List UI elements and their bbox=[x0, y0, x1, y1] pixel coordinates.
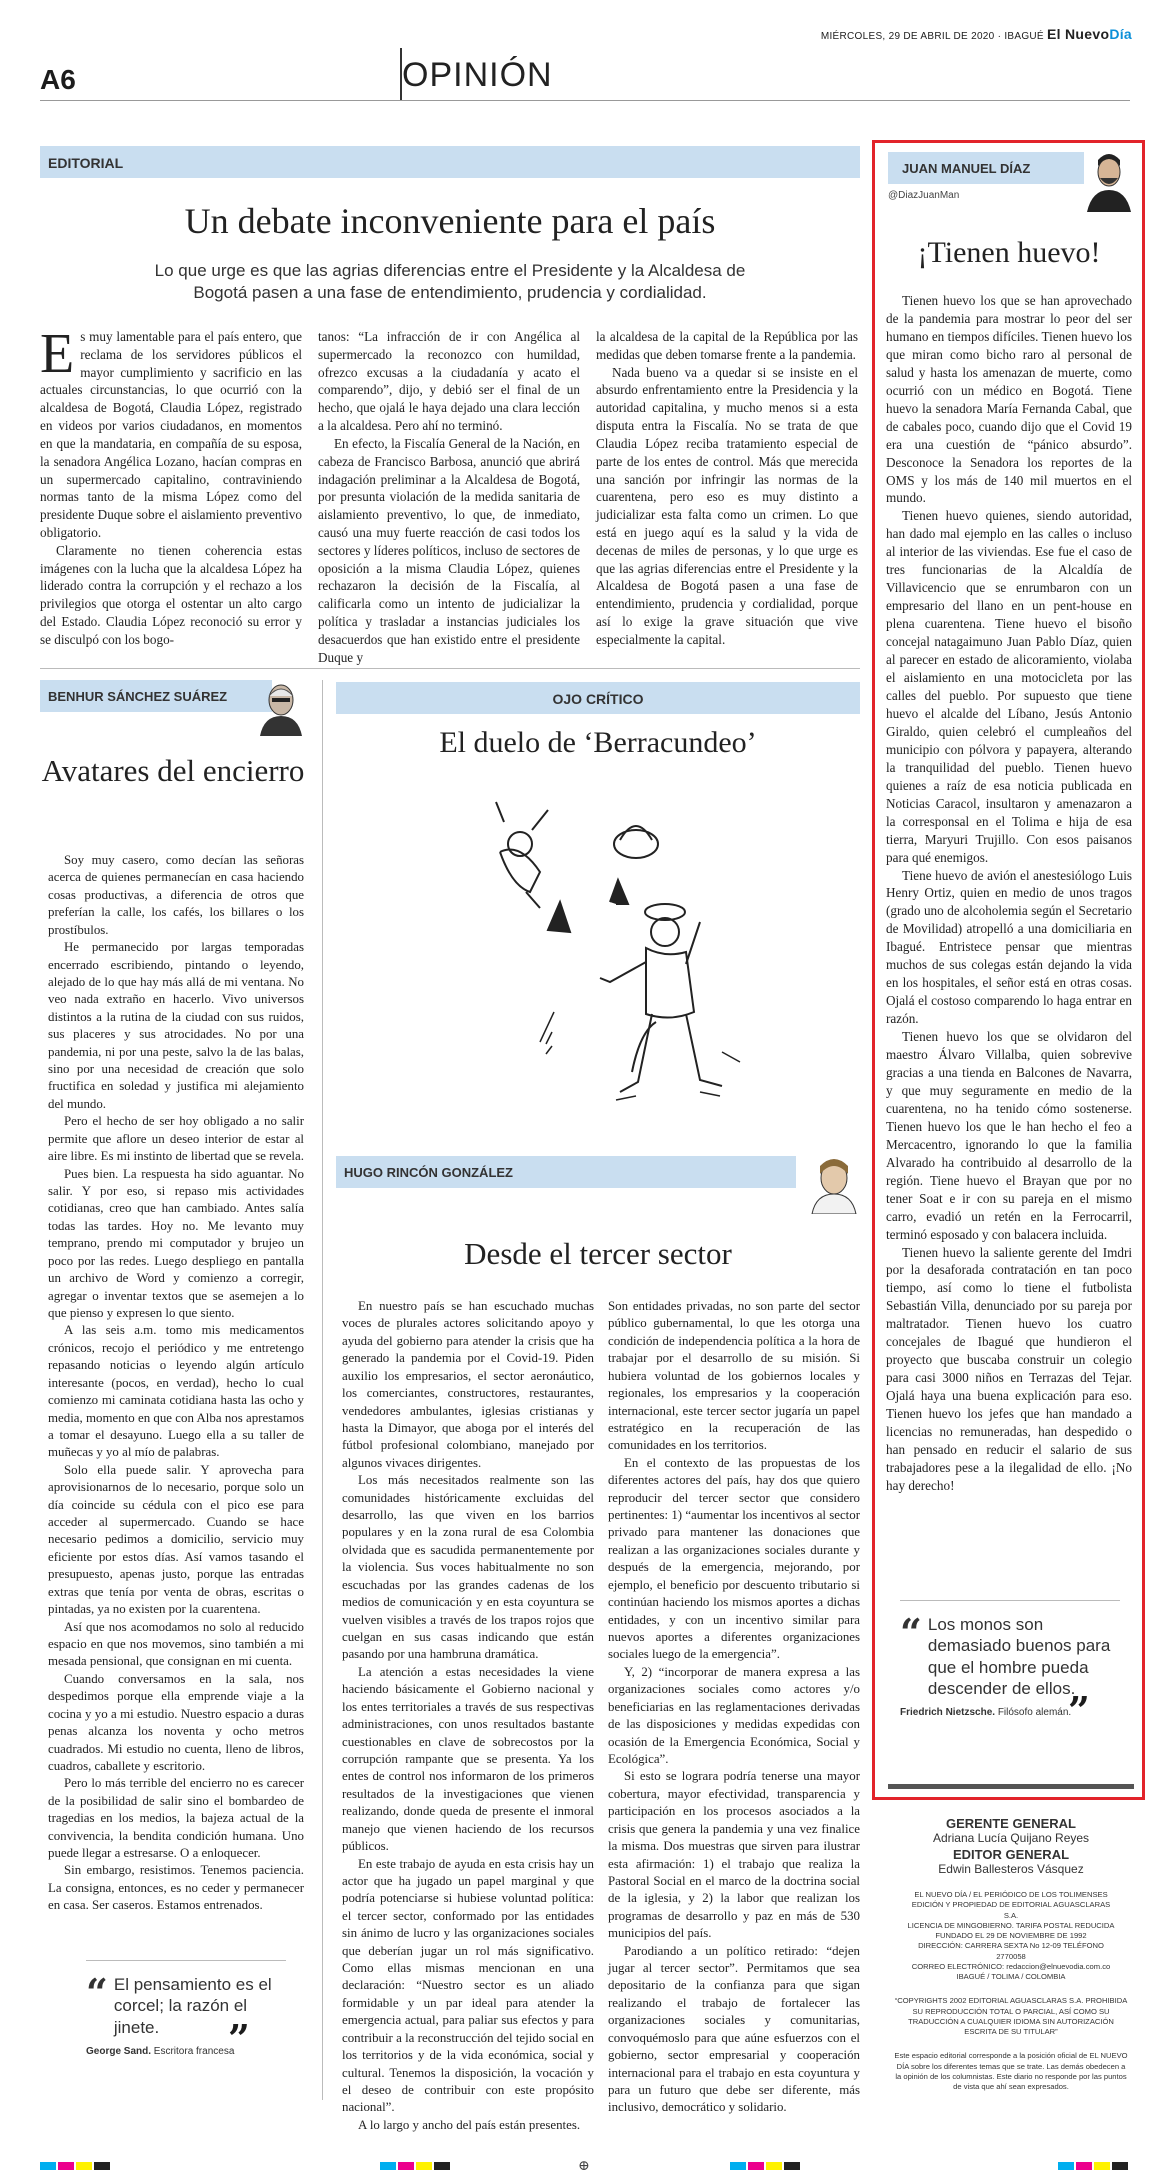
juan-body bbox=[886, 292, 1132, 1495]
close-quote-icon: ” bbox=[228, 2016, 250, 2061]
benhur-paragraph: Cuando conversamos en la sala, nos despedimos porque ella emprende viaje a la cocina y yo a mi estudio. Nuestro espacio a duras penas alcanza los noventa y ocho metros cuadrados. Mi estudio no cuenta, lleno de libros, cuadros, caballete y escritorio. bbox=[48, 1671, 304, 1773]
header-rule bbox=[40, 100, 1130, 101]
hugo-paragraph: Y, 2) “incorporar de manera expresa a las organizaciones sociales como actores y/o beneficiarias en las reglamentaciones derivadas de las disposiciones y medidas expedidas con ocasión de la Emergencia Económica, Social y Ecológica”. bbox=[608, 1664, 860, 1766]
juan-paragraph: Tienen huevo los que se olvidaron del maestro Álvaro Villalba, quien sobrevive gracias a una tienda en Balcones de Navarra, y que muy seguramente en medio de la cuarentena, no ha tenido cómo sostenerse. Tienen huevo los que le han hecho el feo a Mercacentro, ignorando lo que la familia Alvarado ha contribuido al desarrollo de la región. Tiene huevo el Brayan que por no tener Soat e ir con su pareja en el mismo carro, evadió un retén en la Ferrocarril, terminó esposado y con balacera incluida. bbox=[886, 1029, 1132, 1242]
hugo-paragraph: Parodiando a un político retirado: “dejen jugar al tercer sector”. Permitamos que sea depositario de la confianza para que sigan realizando el trabajo de fortalecer las organizaciones sociales y comunitarias, convoquémoslo para que aúne esfuerzos con el gobierno, sector empresarial y cooperación internacional para el trabajo en esta coyuntura y para un futuro que debe ser diferente, más inclusivo, democrático y solidario. bbox=[608, 1943, 860, 2115]
hugo-avatar bbox=[808, 1152, 860, 1214]
editorial-dropcap: E bbox=[40, 323, 75, 385]
benhur-avatar bbox=[256, 676, 306, 736]
benhur-paragraph: Soy muy casero, como decían las señoras acerca de quienes permanecían en casa haciendo cosas productivas, a diferencia de otros que preferían la calle, los cafés, los billares o los prostíbulos. bbox=[48, 853, 304, 937]
masthead-info-line: CORREO ELECTRÓNICO: redaccion@elnuevodia.com.co bbox=[911, 1961, 1111, 1971]
editorial-cartoon bbox=[460, 782, 760, 1132]
masthead-info bbox=[880, 1890, 1142, 1982]
benhur-paragraph: He permanecido por largas temporadas encerrado escribiendo, pintando o leyendo, alejado de lo que hay más allá de mi ventana. No veo nada extraño en hacerlo. Vivo universos distintos a la rutina de la ciudad con sus ruidos, sus placeres y sus atrocidades. No por una pandemia, ni por una peste, salvo la de las balas, sino por una necesidad de creación que solo fructifica en soledad y justifica mi alejamiento del mundo. bbox=[48, 940, 304, 1111]
benhur-quote: El pensamiento es el corcel; la razón el jinete. bbox=[113, 1975, 272, 2037]
benhur-paragraph: Pero lo más terrible del encierro no es carecer de la posibilidad de salir sino el bombardeo de tragedias en los medios, la bajeza actual de la convivencia, la bendita condición humana. Uno puede llegar a estresarse. O a enloquecer. bbox=[48, 1776, 304, 1861]
masthead bbox=[880, 1816, 1142, 2092]
juan-avatar bbox=[1084, 148, 1134, 212]
benhur-paragraph: Sin embargo, resistimos. Tenemos paciencia. La consigna, entonces, es no ceder y permanecer en casa. Ser caseros. Estamos entrenados. bbox=[48, 1863, 304, 1913]
juan-paragraph: Tienen huevo la saliente gerente del Imdri por la desaforada contratación en tan poco tiempo, así como lo tiene el futbolista Sebastián Villa, denunciado por su pareja por maltratador. Tienen huevo los cuatro concejales de Ibagué que hundieron el proyecto que buscaba construir un colegio para casi 3000 niños en Terrazas del Tejar. Ojalá haya una buena explicación para eso. Tienen huevo los jefes que han mandado a licencias no remuneradas, han despedido o han pensado en reducir el salario de sus trabajadores pese a la ilegalidad de ello. ¡No hay derecho! bbox=[886, 1244, 1132, 1493]
print-registration-marks: ⊕ bbox=[40, 2162, 1130, 2172]
hugo-paragraph: Son entidades privadas, no son parte del sector público gubernamental, lo que les otorga una condición de independencia política a la hora de trabajar por el desarrollo de su misión. Si hubiera voluntad de los gobiernos locales y regionales, los empresarios y la cooperación internacional, este tercer sector jugaría un papel estratégico en la recuperación de las comunidades en los territorios. bbox=[608, 1299, 860, 1453]
masthead-info-line: IBAGUÉ / TOLIMA / COLOMBIA bbox=[956, 1972, 1066, 1981]
masthead-info-line: EDICIÓN Y PROPIEDAD DE EDITORIAL AGUASCLARAS S.A. bbox=[911, 1900, 1111, 1920]
editorial-label: EDITORIAL bbox=[40, 146, 860, 178]
column-footer-bar bbox=[888, 1784, 1134, 1789]
close-quote-icon: ” bbox=[1068, 1688, 1090, 1733]
benhur-quote-rule bbox=[86, 1960, 286, 1961]
open-quote-icon: “ bbox=[900, 1610, 922, 1655]
masthead-info-line: DIRECCIÓN: CARRERA SEXTA No 12-09 TELÉFONO 2770058 bbox=[918, 1941, 1104, 1961]
masthead-info-line: LICENCIA DE MINGOBIERNO. TARIFA POSTAL REDUCIDA bbox=[907, 1920, 1115, 1930]
hugo-paragraph: La atención a estas necesidades la viene haciendo básicamente el Gobierno nacional y los entes territoriales a través de sus respectivas administraciones, con unos resultados bastante cuestionables en clave de sobrecostos por la corrupción rampante que se presenta. Ya los entes de control nos informaron de los primeros resultados de la investigaciones que vienen realizando, donde queda de presente el inmoral manejo que vienen haciendo de los recursos públicos. bbox=[342, 1664, 594, 1854]
benhur-paragraph: A las seis a.m. tomo mis medicamentos crónicos, recojo el periódico y me entretengo repasando noticias o leyendo algún artículo interesante (pocos, en verdad), hecho lo cual comienzo mi caminata cotidiana hasta las ocho y media, momento en que con Alba nos aprestamos a tomar el desayuno. Luego ella a su taller de muñecas y yo al mío de palabras. bbox=[48, 1323, 304, 1460]
benhur-body bbox=[48, 852, 304, 1915]
juan-quote-rule bbox=[900, 1600, 1120, 1601]
newspaper-logo: El NuevoDía bbox=[1047, 26, 1132, 42]
benhur-title: Avatares del encierro bbox=[41, 753, 305, 788]
benhur-quote-author: George Sand. bbox=[86, 2045, 152, 2057]
masthead-info-line: FUNDADO EL 29 DE NOVIEMBRE DE 1992 bbox=[935, 1931, 1087, 1940]
juan-author: JUAN MANUEL DÍAZ bbox=[888, 152, 1084, 184]
hat-icon bbox=[614, 826, 658, 858]
editorial-paragraph: En efecto, la Fiscalía General de la Nación, en cabeza de Francisco Barbosa, anunció que abrirá indagación preliminar a la Alcaldesa de Bogotá, por presunta violación de la medida sanitaria de aislamiento preventivo, lo que, de inmediato, causó una muy fuerte reacción de casi todos los sectores y líderes políticos, incluso de sectores de oposición a la misma Claudia López, quienes rechazaron la decisión de la Fiscalía, al calificarla como un intento de judicializar la política y trasladar a instancias judiciales los desacuerdos que han existido entre el presidente Duque y bbox=[318, 435, 580, 665]
juan-paragraph: Tienen huevo los que se han aprovechado de la pandemia para mostrar lo peor del ser humano en tiempos difíciles. Tienen huevo los que miran como bicho raro al personal de salud y hasta los amenazan de muerte, como ocurrió con un médico en Bogotá. Tiene huevo la senadora María Fernanda Cabal, que de cabales poco, cuando dijo que el Covid 19 era una cuestión de “pánico absurdo”. Desconoce la Senadora los reportes de la OMS y los más de 140 mil muertos en el mundo. bbox=[886, 293, 1132, 506]
editorial-bottom-rule bbox=[40, 668, 860, 669]
header-date-bar bbox=[821, 26, 1132, 42]
editorial-col-3 bbox=[596, 328, 858, 649]
masthead-info-line: EL NUEVO DÍA / EL PERIÓDICO DE LOS TOLIMENSES bbox=[914, 1890, 1108, 1899]
hugo-paragraph: Los más necesitados realmente son las comunidades históricamente excluidas del desarrollo, las que viven en los barrios populares y en la zona rural de esa Colombia olvidada que es sacudida permanentemente por la violencia. Sus voces habitualmente no son escuchadas por las grandes cadenas de los medios de comunicación y en esta coyuntura se vuelven visibles a través de los trapos rojos que cuelgan en sus casas indicando que están pasando por una hambruna dramática. bbox=[342, 1473, 594, 1662]
juan-paragraph: Tiene huevo de avión el anestesiólogo Luis Henry Ortiz, quien en medio de unos tragos (grado uno de alcoholemia según el Secretario de Movilidad) atropelló a una domiciliaria en Ibagué. Entristece pensar que mientras muchos de sus colegas están dejando la vida en los hospitales, el señor está en otras cosas. Ojalá el costoso comparendo lo haga entrar en razón. bbox=[886, 867, 1132, 1027]
editor-label: EDITOR GENERAL bbox=[952, 1847, 1070, 1862]
benhur-paragraph: Pues bien. La respuesta ha sido aguantar. No salir. Y por eso, si repaso mis actividades cotidianas, creo que han cambiado. Antes salía todas las tardes. Hoy no. Me levanto muy temprano, prendo mi computador y brujeo un poco por las redes. Luego despliego en pantalla un archivo de Word y comienzo a corregir, agregar o inventar textos que se asemejen a lo que pienso y expresen lo que siento. bbox=[48, 1166, 304, 1320]
hugo-paragraph: A lo largo y ancho del país están presentes. bbox=[358, 2117, 581, 2132]
juan-quote: Los monos son demasiado buenos para que el hombre pueda descender de ellos. bbox=[927, 1615, 1111, 1698]
juan-title: ¡Tienen huevo! bbox=[917, 236, 1101, 269]
editorial-paragraph: la alcaldesa de la capital de la República por las medidas que deben tomarse frente a la pandemia. bbox=[596, 329, 858, 362]
falling-figure bbox=[496, 802, 548, 908]
benhur-paragraph: Así que nos acomodamos no solo al reducido espacio en que nos movemos, sino también a mi mesada pensional, que consignan en mi cuenta. bbox=[48, 1619, 304, 1669]
juan-quote-author: Friedrich Nietzsche. bbox=[900, 1707, 996, 1718]
open-quote-icon: “ bbox=[86, 1970, 108, 2015]
editor-name: Edwin Ballesteros Vásquez bbox=[938, 1862, 1084, 1876]
editorial-paragraph: tanos: “La infracción de ir con Angélica al supermercado la reconozco con humildad, ofrezco excusas a la ciudadanía y acato el comparendo”, dijo, y debió ser el final de un hecho, que ojalá le haya dejado una clara lección a la alcaldesa. Pero ahí no terminó. bbox=[318, 329, 580, 434]
hugo-author: HUGO RINCÓN GONZÁLEZ bbox=[336, 1156, 796, 1188]
editorial-col-2 bbox=[318, 328, 580, 666]
benhur-quote-block bbox=[86, 1970, 286, 2061]
editorial-paragraph: Claramente no tienen coherencia estas imágenes con la lucha que la alcaldesa López ha liderado contra la corrupción y el rechazo a los privilegios que otorga el ostentar un alto cargo del Estado. Claudia López reconoció su error y se disculpó con los bogo- bbox=[40, 542, 302, 647]
juan-handle: @DiazJuanMan bbox=[888, 190, 960, 201]
ojo-critico-label: OJO CRÍTICO bbox=[336, 682, 860, 714]
page-number: A6 bbox=[40, 64, 76, 95]
hugo-paragraph: En el contexto de las propuestas de los diferentes actores del país, hay dos que quiero reproducir del tercer sector que considero pertinentes: 1) “aumentar los incentivos al sector privado para mantener las donaciones que realizan a las organizaciones sociales durante y después de la emergencia, mejorando, por ejemplo, el beneficio por descuento tributario si continúan haciendo los mismos aportes a dichas entidades, y con un incentivo similar para nuevos aportes a diferentes organizaciones sociales luego de la emergencia”. bbox=[608, 1455, 860, 1662]
column-divider bbox=[322, 680, 323, 2100]
editorial-paragraph: Nada bueno va a quedar si se insiste en el absurdo enfrentamiento entre la Presidencia y la autoridad capitalina, y mucho menos si a esta disputa entra la Fiscalía. No se trata de que Claudia López reciba tratamiento especial de parte de los entes de control. Más que merecida una sanción por infringir las normas de la cuarentena, pero eso es muy distinto a judicializar esta falta como un crimen. Lo que está en juego aquí es la salud y la vida de decenas de miles de personas, y lo que urge es que las agrias diferencias entre el Presidente y la Alcaldesa de Bogotá pasen a una fase de entendimiento, prudencia y cordialidad, porque así lo exige la grave situación que vive especialmente la capital. bbox=[596, 364, 858, 647]
hugo-paragraph: En este trabajo de ayuda en esta crisis hay un actor que ha jugado un papel marginal y que podría potenciarse si hubiese voluntad política: el tercer sector, conformado por las entidades sin ánimo de lucro y las organizaciones sociales que deberían jugar un rol más significativo. Como ellas mismas mencionan en una declaración: “Nuestro sector es un aliado formidable y un par ideal para atender la emergencia actual, para paliar sus efectos y para contribuir a la reconstrucción del tejido social en los territorios y de la vida económica, social y cultural. Tenemos la disposición, la vocación y el deseo de contribuir con este propósito nacional”. bbox=[342, 1856, 594, 2115]
section-title: OPINIÓN bbox=[402, 56, 553, 94]
masthead-note: Este espacio editorial corresponde a la posición oficial de EL NUEVO DÍA sobre los diferentes temas que se trate. Las demás obedecen a la opinión de los columnistas. Este diario no responde por las puntos de vista que ahí sean expresados. bbox=[894, 2051, 1128, 2091]
editorial-col-1 bbox=[40, 323, 302, 649]
editorial-deck: Lo que urge es que las agrias diferencias entre el Presidente y la Alcaldesa de Bogotá pasen a una fase de entendimiento, prudencia y cordialidad. bbox=[154, 261, 746, 303]
juan-paragraph: Tienen huevo quienes, siendo autoridad, han dado mal ejemplo en las calles o incluso al interior de las viviendas. Ese fue el caso de tres funcionarias de la Alcaldía de Villavicencio que se enrumbaron con un empresario del llano en un pent-house en plena cuarentena. Tiene huevo el bisoño concejal natagaimuno Juan Pablo Díaz, quien al parecer en estado de alicoramiento, violaba el aislamiento en una motocicleta por las calles del pueblo. Por supuesto que tiene huevo el alcalde del Líbano, Jesús Antonio Giraldo, quien celebró el cumpleaños del municipio con pólvora y papayera, alterando la tranquilidad del pueblo. Tienen huevo quienes a raíz de esa noticia publicada en Noticias Caracol, insultaron y amenazaron a la corresponsal en el Tolima e hija de esa tierra, Maryuri Trujillo. Con esos paisanos para qué enemigos. bbox=[886, 508, 1132, 865]
benhur-quote-desc: Escritora francesa bbox=[153, 2045, 235, 2057]
hugo-col-1 bbox=[342, 1298, 594, 2134]
gerente-label: GERENTE GENERAL bbox=[945, 1816, 1076, 1831]
benhur-author: BENHUR SÁNCHEZ SUÁREZ bbox=[40, 680, 272, 712]
cowboy-figure bbox=[600, 904, 722, 1092]
cartoon-title: El duelo de ‘Berracundeo’ bbox=[439, 726, 757, 759]
gerente-name: Adriana Lucía Quijano Reyes bbox=[932, 1831, 1090, 1845]
juan-quote-desc: Filósofo alemán. bbox=[997, 1707, 1072, 1718]
header-date: MIÉRCOLES, 29 DE ABRIL DE 2020 · IBAGUÉ bbox=[820, 31, 1044, 42]
hugo-title: Desde el tercer sector bbox=[464, 1236, 732, 1271]
hugo-paragraph: Si esto se lograra podría tenerse una mayor cobertura, mayor efectividad, transparencia y participación en los procesos asociados a la crisis que genera la pandemia y una vez finalice la misma. Dos muestras que sirven para ilustrar esta afirmación: 1) el trabajo que realiza la Pastoral Social en el marco de la doctrina social de la iglesia, y 2) la labor que realizan los programas de desarrollo y paz en más de 530 municipios del país. bbox=[608, 1769, 860, 1941]
benhur-paragraph: Solo ella puede salir. Y aprovecha para aprovisionarnos de lo necesario, porque solo un día coincide su cédula con el pico ese para acceder al supermercado. Cuando se hace necesario pedimos a domicilio, servicio muy eficiente por estos días. Así vamos tasando el presupuesto, apenas justo, porque las entradas extras que tenía por venta de obras, escritas o pintadas, ya no existen por la cuarentena. bbox=[48, 1462, 304, 1617]
editorial-title: Un debate inconveniente para el país bbox=[184, 201, 716, 241]
hugo-col-2 bbox=[608, 1298, 860, 2117]
editorial-paragraph: s muy lamentable para el país entero, que reclama de los servidores públicos el mayor cumplimiento y sacrificio en las actuales circunstancias, lo que ocurrió con la alcaldesa de Bogotá, Claudia López, registrado en videos por varios ciudadanos, en momentos en que la mandataria, en compañía de su esposa, la senadora Angélica Lozano, hacían compras en un supermercado capitalino, contraviniendo normas tanto de la misma López como del presidente Duque sobre el aislamiento preventivo obligatorio. bbox=[40, 329, 302, 540]
masthead-copyright: “COPYRIGHTS 2002 EDITORIAL AGUASCLARAS S.A. PROHIBIDA SU REPRODUCCIÓN TOTAL O PARCIAL, ASÍ COMO SU TRADUCCIÓN A CUALQUIER IDIOMA SIN AUTORIZACIÓN ESCRITA DE SU TITULAR” bbox=[894, 1996, 1128, 2036]
hugo-paragraph: En nuestro país se han escuchado muchas voces de plurales actores solicitando apoyo y ayuda del gobierno para atender la crisis que ha generado la pandemia por el Covid-19. Piden auxilio los empresarios, el sector aeronáutico, los comerciantes, constructores, restaurantes, vendedores ambulantes, iglesias cristianas y hasta la Dimayor, que aboga por el interés del fútbol profesional colombiano, manejado por algunos vivaces dirigentes. bbox=[342, 1299, 594, 1470]
benhur-paragraph: Pero el hecho de ser hoy obligado a no salir permite que aflore un deseo interior de estar al aire libre. Es mi instinto de libertad que se revela. bbox=[48, 1114, 304, 1164]
